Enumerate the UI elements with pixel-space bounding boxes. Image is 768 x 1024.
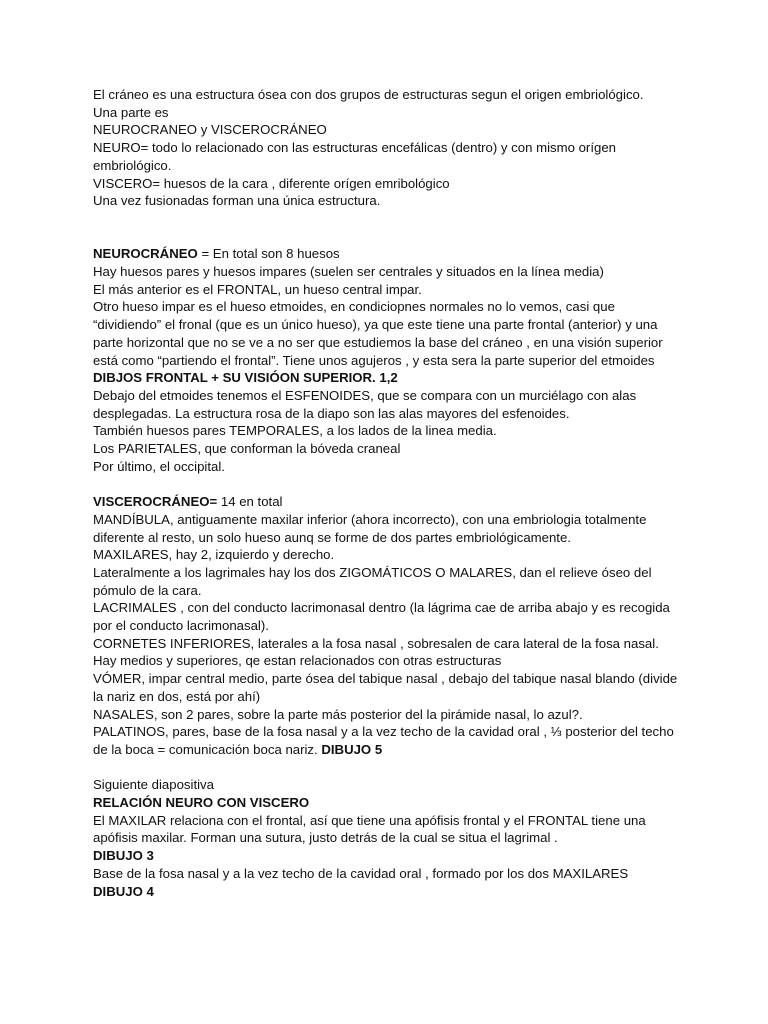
- heading-detail: 14 en total: [217, 494, 283, 510]
- section-heading-line: [93, 245, 683, 263]
- document-body: [93, 86, 683, 900]
- drawing-reference: DIBJOS FRONTAL + SU VISIÓON SUPERIOR. 1,2: [93, 370, 398, 386]
- drawing-reference: DIBUJO 3: [93, 848, 154, 864]
- section-heading-line: [93, 493, 683, 511]
- spacer: [93, 475, 683, 493]
- paragraph: El más anterior es el FRONTAL, un hueso central impar.: [93, 281, 422, 297]
- paragraph: VISCERO= huesos de la cara , diferente orígen emribológico: [93, 175, 450, 191]
- paragraph: NEURO= todo lo relacionado con las estructuras encefálicas (dentro) y con mismo orígen embriológico.: [93, 140, 616, 173]
- paragraph: Por último, el occipital.: [93, 458, 225, 474]
- paragraph: Debajo del etmoides tenemos el ESFENOIDES, que se compara con un murciélago con alas desplegadas. La estructura rosa de la diapo son las alas mayores del esfenoides.: [93, 387, 637, 421]
- paragraph: El MAXILAR relaciona con el frontal, así que tiene una apófisis frontal y el FRONTAL tiene una apófisis maxilar. Forman una sutura, justo detrás de la cual se situa el lagrimal .: [93, 812, 646, 846]
- drawing-reference: DIBUJO 5: [321, 741, 383, 757]
- paragraph-text: PALATINOS, pares, base de la fosa nasal y a la vez techo de la cavidad oral , ⅓ posterior del techo de la boca = comunicación boca nariz.: [93, 724, 674, 757]
- paragraph: [93, 723, 683, 758]
- paragraph: Base de la fosa nasal y a la vez techo de la cavidad oral , formado por los dos MAXILARES: [93, 865, 629, 881]
- paragraph: VÓMER, impar central medio, parte ósea del tabique nasal , debajo del tabique nasal blando (divide la nariz en dos, está por ahí): [93, 671, 678, 704]
- intro-section: [93, 86, 683, 210]
- paragraph: Lateralmente a los lagrimales hay los dos ZIGOMÁTICOS O MALARES, dan el relieve óseo del pómulo de la cara.: [93, 564, 652, 598]
- paragraph: Los PARIETALES, que conforman la bóveda craneal: [93, 441, 401, 457]
- spacer: [93, 759, 683, 777]
- drawing-reference: DIBUJO 4: [93, 883, 154, 899]
- paragraph: Una parte es: [93, 104, 169, 120]
- paragraph: También huesos pares TEMPORALES, a los lados de la linea media.: [93, 423, 497, 439]
- paragraph: Hay huesos pares y huesos impares (suelen ser centrales y situados en la línea media): [93, 264, 604, 280]
- paragraph: NASALES, son 2 pares, sobre la parte más posterior del la pirámide nasal, lo azul?.: [93, 706, 583, 722]
- viscerocraneo-section: [93, 493, 683, 759]
- spacer: [93, 210, 683, 245]
- paragraph: MAXILARES, hay 2, izquierdo y derecho.: [93, 547, 335, 563]
- section-heading: VISCEROCRÁNEO=: [93, 494, 218, 510]
- paragraph: El cráneo es una estructura ósea con dos grupos de estructuras segun el origen embriológico.: [93, 87, 644, 102]
- paragraph: LACRIMALES , con del conducto lacrimonasal dentro (la lágrima cae de arriba abajo y es recogida por el conducto lacrimonasal).: [93, 600, 670, 634]
- drawing-reference-line: [93, 883, 683, 901]
- drawing-reference-line: [93, 847, 683, 865]
- section-heading-line: [93, 794, 683, 812]
- paragraph: Siguiente diapositiva: [93, 777, 214, 793]
- paragraph: CORNETES INFERIORES, laterales a la fosa nasal , sobresalen de cara lateral de la fosa nasal. Hay medios y superiores, qe estan relacionados con otras estructuras: [93, 635, 659, 669]
- relacion-section: [93, 776, 683, 900]
- paragraph: [93, 298, 683, 387]
- section-heading: NEUROCRÁNEO: [93, 246, 198, 262]
- paragraph: MANDÍBULA, antiguamente maxilar inferior (ahora incorrecto), con una embriologia totalmente diferente al resto, un solo hueso aunq se forme de dos partes embriológicamente.: [93, 511, 647, 545]
- neurocraneo-section: [93, 245, 683, 475]
- paragraph: Una vez fusionadas forman una única estructura.: [93, 193, 381, 209]
- section-heading: RELACIÓN NEURO CON VISCERO: [93, 795, 310, 811]
- heading-detail: = En total son 8 huesos: [197, 246, 340, 262]
- paragraph: NEUROCRANEO y VISCEROCRÁNEO: [93, 122, 327, 138]
- paragraph-text: Otro hueso impar es el hueso etmoides, en condiciopnes normales no lo vemos, casi que “dividiendo” el fronal (que es un único hueso), ya que este tiene una parte frontal (anterior) y una parte horizontal que no se ve a no ser que estudiemos la base del cráneo , en una visión superior está como “partiendo el frontal”. Tiene unos agujeros , y esta sera la parte superior del etmoides: [93, 299, 663, 368]
